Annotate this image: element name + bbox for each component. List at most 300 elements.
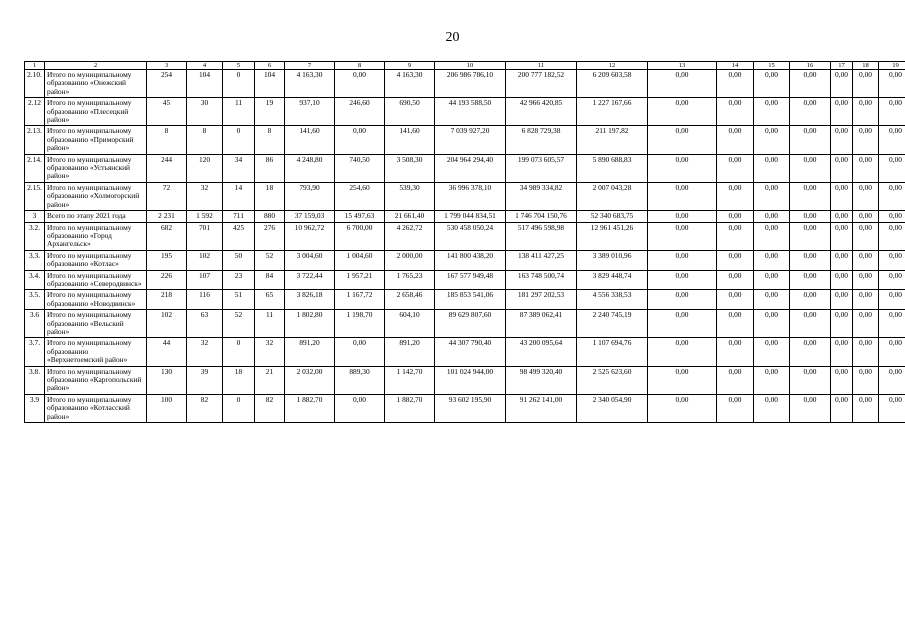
value-cell: 0,00 [717,310,754,338]
value-cell: 18 [223,366,255,394]
value-cell: 0,00 [790,394,831,422]
value-cell: 0,00 [790,366,831,394]
value-cell: 45 [147,98,187,126]
row-number-cell: 3.8. [25,366,45,394]
value-cell: 0,00 [831,250,853,270]
value-cell: 18 [255,182,285,210]
value-cell: 0,00 [853,70,879,98]
value-cell: 82 [255,394,285,422]
column-number-cell: 8 [335,62,385,70]
row-number-cell: 3 [25,211,45,222]
value-cell: 0,00 [790,270,831,290]
value-cell: 0,00 [754,211,790,222]
value-cell: 4 163,30 [385,70,435,98]
value-cell: 889,30 [335,366,385,394]
value-cell: 0,00 [831,338,853,366]
table-row [25,310,905,338]
value-cell: 0,00 [831,98,853,126]
row-number-cell: 3.5. [25,290,45,310]
column-number-cell: 11 [506,62,577,70]
value-cell: 50 [223,250,255,270]
row-name-cell: Итого по муниципальному образованию «Онежский район» [45,70,147,98]
value-cell: 141 800 438,20 [435,250,506,270]
value-cell: 7 039 927,20 [435,126,506,154]
value-cell: 206 986 786,10 [435,70,506,98]
value-cell: 1 107 694,76 [577,338,648,366]
row-number-cell: 3.6 [25,310,45,338]
value-cell: 0,00 [717,338,754,366]
table-row [25,182,905,210]
column-number-cell: 7 [285,62,335,70]
value-cell: 44 307 790,40 [435,338,506,366]
value-cell: 107 [187,270,223,290]
value-cell: 0,00 [648,70,717,98]
column-number-cell: 9 [385,62,435,70]
value-cell: 120 [187,154,223,182]
value-cell: 0,00 [853,126,879,154]
value-cell: 1 957,21 [335,270,385,290]
value-cell: 539,30 [385,182,435,210]
value-cell: 425 [223,222,255,250]
value-cell: 0,00 [879,211,905,222]
value-cell: 937,10 [285,98,335,126]
value-cell: 51 [223,290,255,310]
value-cell: 0,00 [831,182,853,210]
value-cell: 3 826,18 [285,290,335,310]
value-cell: 14 [223,182,255,210]
value-cell: 32 [187,182,223,210]
value-cell: 0,00 [853,290,879,310]
row-number-cell: 3.7. [25,338,45,366]
value-cell: 0,00 [648,154,717,182]
column-number-cell: 3 [147,62,187,70]
value-cell: 0,00 [790,211,831,222]
row-name-cell: Итого по муниципальному образованию «Новодвинск» [45,290,147,310]
row-number-cell: 3.9 [25,394,45,422]
value-cell: 8 [187,126,223,154]
value-cell: 0,00 [879,222,905,250]
value-cell: 2 032,00 [285,366,335,394]
value-cell: 530 458 050,24 [435,222,506,250]
value-cell: 5 890 688,83 [577,154,648,182]
value-cell: 3 389 010,96 [577,250,648,270]
value-cell: 226 [147,270,187,290]
value-cell: 195 [147,250,187,270]
value-cell: 23 [223,270,255,290]
value-cell: 276 [255,222,285,250]
value-cell: 8 [147,126,187,154]
value-cell: 701 [187,222,223,250]
value-cell: 21 [255,366,285,394]
value-cell: 1 799 044 834,51 [435,211,506,222]
row-name-cell: Итого по муниципальному образованию «Устьянский район» [45,154,147,182]
value-cell: 87 389 062,41 [506,310,577,338]
value-cell: 3 722,44 [285,270,335,290]
value-cell: 0,00 [790,126,831,154]
value-cell: 0,00 [853,211,879,222]
value-cell: 44 [147,338,187,366]
value-cell: 0,00 [879,310,905,338]
value-cell: 0,00 [754,126,790,154]
column-number-cell: 13 [648,62,717,70]
row-name-cell: Итого по муниципальному образованию «Котласский район» [45,394,147,422]
value-cell: 15 497,63 [335,211,385,222]
value-cell: 1 167,72 [335,290,385,310]
value-cell: 0,00 [853,394,879,422]
value-cell: 204 964 294,40 [435,154,506,182]
value-cell: 0,00 [754,154,790,182]
row-number-cell: 2.10. [25,70,45,98]
row-number-cell: 3.3. [25,250,45,270]
value-cell: 0,00 [754,310,790,338]
value-cell: 0,00 [754,270,790,290]
value-cell: 36 996 378,10 [435,182,506,210]
column-number-row [25,62,905,70]
value-cell: 0,00 [831,211,853,222]
table-row [25,290,905,310]
column-number-cell: 4 [187,62,223,70]
value-cell: 8 [255,126,285,154]
value-cell: 0,00 [648,366,717,394]
value-cell: 2 000,00 [385,250,435,270]
column-number-cell: 14 [717,62,754,70]
value-cell: 52 [255,250,285,270]
value-cell: 891,20 [385,338,435,366]
value-cell: 0,00 [831,154,853,182]
value-cell: 163 748 500,74 [506,270,577,290]
value-cell: 0,00 [335,394,385,422]
row-name-cell: Итого по муниципальному образованию «Северодвинск» [45,270,147,290]
value-cell: 0,00 [754,70,790,98]
value-cell: 82 [187,394,223,422]
row-name-cell: Итого по муниципальному образованию «Верхнетоемский район» [45,338,147,366]
value-cell: 42 966 420,85 [506,98,577,126]
row-name-cell: Всего по этапу 2021 года [45,211,147,222]
value-cell: 0,00 [648,222,717,250]
value-cell: 181 297 202,53 [506,290,577,310]
value-cell: 793,90 [285,182,335,210]
value-cell: 0,00 [648,270,717,290]
page-number: 20 [445,30,460,45]
value-cell: 21 661,40 [385,211,435,222]
value-cell: 246,60 [335,98,385,126]
value-cell: 0,00 [790,290,831,310]
value-cell: 0,00 [790,250,831,270]
value-cell: 84 [255,270,285,290]
value-cell: 0,00 [335,338,385,366]
value-cell: 98 499 320,40 [506,366,577,394]
value-cell: 2 231 [147,211,187,222]
value-cell: 2 007 043,28 [577,182,648,210]
value-cell: 0,00 [879,70,905,98]
column-number-cell: 2 [45,62,147,70]
column-number-cell: 6 [255,62,285,70]
value-cell: 185 853 541,06 [435,290,506,310]
value-cell: 1 882,70 [385,394,435,422]
value-cell: 0,00 [790,222,831,250]
value-cell: 0,00 [648,250,717,270]
value-cell: 0,00 [648,211,717,222]
table-row [25,338,905,366]
value-cell: 0,00 [879,182,905,210]
value-cell: 12 961 451,26 [577,222,648,250]
value-cell: 711 [223,211,255,222]
value-cell: 6 700,00 [335,222,385,250]
value-cell: 104 [187,70,223,98]
value-cell: 0 [223,70,255,98]
value-cell: 0,00 [754,338,790,366]
table-row [25,98,905,126]
value-cell: 2 340 054,90 [577,394,648,422]
column-number-cell: 1 [25,62,45,70]
value-cell: 0,00 [754,98,790,126]
value-cell: 0,00 [790,310,831,338]
value-cell: 93 602 195,90 [435,394,506,422]
value-cell: 104 [255,70,285,98]
value-cell: 1 198,70 [335,310,385,338]
table-row [25,126,905,154]
row-name-cell: Итого по муниципальному образованию «Город Архангельск» [45,222,147,250]
value-cell: 0,00 [717,154,754,182]
column-number-cell: 12 [577,62,648,70]
value-cell: 0,00 [831,270,853,290]
table-row [25,270,905,290]
value-cell: 0,00 [853,182,879,210]
value-cell: 37 159,03 [285,211,335,222]
value-cell: 0,00 [853,338,879,366]
value-cell: 52 340 683,75 [577,211,648,222]
value-cell: 0,00 [648,338,717,366]
row-number-cell: 2.15. [25,182,45,210]
value-cell: 218 [147,290,187,310]
value-cell: 0,00 [717,70,754,98]
value-cell: 0,00 [790,70,831,98]
value-cell: 2 240 745,19 [577,310,648,338]
value-cell: 1 765,23 [385,270,435,290]
value-cell: 11 [255,310,285,338]
value-cell: 100 [147,394,187,422]
value-cell: 65 [255,290,285,310]
table-row-total [25,211,905,222]
value-cell: 0,00 [717,290,754,310]
value-cell: 0,00 [648,182,717,210]
row-number-cell: 2.12 [25,98,45,126]
value-cell: 740,50 [335,154,385,182]
value-cell: 891,20 [285,338,335,366]
value-cell: 1 882,70 [285,394,335,422]
table-row [25,154,905,182]
table-row [25,250,905,270]
value-cell: 72 [147,182,187,210]
value-cell: 30 [187,98,223,126]
value-cell: 0,00 [754,290,790,310]
value-cell: 0,00 [648,310,717,338]
value-cell: 517 496 598,98 [506,222,577,250]
value-cell: 0,00 [648,394,717,422]
value-cell: 44 193 588,50 [435,98,506,126]
value-cell: 1 142,70 [385,366,435,394]
value-cell: 3 004,60 [285,250,335,270]
value-cell: 0,00 [648,126,717,154]
row-number-cell: 3.2. [25,222,45,250]
value-cell: 1 004,60 [335,250,385,270]
value-cell: 0,00 [831,394,853,422]
row-name-cell: Итого по муниципальному образованию «Вельский район» [45,310,147,338]
value-cell: 682 [147,222,187,250]
row-name-cell: Итого по муниципальному образованию «Каргопольский район» [45,366,147,394]
value-cell: 0,00 [717,270,754,290]
value-cell: 0,00 [831,222,853,250]
value-cell: 34 989 334,82 [506,182,577,210]
value-cell: 11 [223,98,255,126]
value-cell: 3 508,30 [385,154,435,182]
value-cell: 0,00 [879,154,905,182]
value-cell: 0 [223,126,255,154]
value-cell: 0,00 [754,222,790,250]
value-cell: 0,00 [717,250,754,270]
value-cell: 0,00 [879,290,905,310]
row-name-cell: Итого по муниципальному образованию «Плесецкий район» [45,98,147,126]
row-number-cell: 2.14. [25,154,45,182]
value-cell: 690,50 [385,98,435,126]
value-cell: 63 [187,310,223,338]
value-cell: 0,00 [879,270,905,290]
value-cell: 0,00 [831,70,853,98]
value-cell: 3 829 448,74 [577,270,648,290]
value-cell: 880 [255,211,285,222]
column-number-cell: 16 [790,62,831,70]
value-cell: 6 828 729,38 [506,126,577,154]
value-cell: 43 200 095,64 [506,338,577,366]
table-row [25,70,905,98]
value-cell: 0,00 [754,394,790,422]
value-cell: 0,00 [717,394,754,422]
value-cell: 0 [223,394,255,422]
value-cell: 0,00 [648,290,717,310]
value-cell: 254 [147,70,187,98]
value-cell: 10 962,72 [285,222,335,250]
value-cell: 0,00 [853,154,879,182]
value-cell: 167 577 949,48 [435,270,506,290]
value-cell: 0 [223,338,255,366]
value-cell: 52 [223,310,255,338]
value-cell: 604,10 [385,310,435,338]
row-number-cell: 2.13. [25,126,45,154]
value-cell: 4 262,72 [385,222,435,250]
column-number-cell: 10 [435,62,506,70]
value-cell: 0,00 [717,222,754,250]
value-cell: 0,00 [754,250,790,270]
value-cell: 2 658,46 [385,290,435,310]
value-cell: 141,60 [285,126,335,154]
value-cell: 4 556 338,53 [577,290,648,310]
value-cell: 0,00 [717,182,754,210]
value-cell: 32 [187,338,223,366]
column-number-cell: 19 [879,62,905,70]
value-cell: 34 [223,154,255,182]
value-cell: 0,00 [853,366,879,394]
value-cell: 32 [255,338,285,366]
value-cell: 0,00 [879,338,905,366]
value-cell: 0,00 [853,98,879,126]
value-cell: 0,00 [853,270,879,290]
value-cell: 254,60 [335,182,385,210]
value-cell: 1 802,80 [285,310,335,338]
value-cell: 0,00 [790,338,831,366]
value-cell: 0,00 [754,182,790,210]
value-cell: 0,00 [879,126,905,154]
value-cell: 0,00 [790,154,831,182]
value-cell: 244 [147,154,187,182]
value-cell: 0,00 [717,98,754,126]
value-cell: 200 777 182,52 [506,70,577,98]
value-cell: 39 [187,366,223,394]
value-cell: 0,00 [717,366,754,394]
value-cell: 116 [187,290,223,310]
column-number-cell: 15 [754,62,790,70]
value-cell: 0,00 [831,126,853,154]
row-name-cell: Итого по муниципальному образованию «Холмогорский район» [45,182,147,210]
value-cell: 0,00 [879,250,905,270]
value-cell: 0,00 [879,98,905,126]
row-name-cell: Итого по муниципальному образованию «Котлас» [45,250,147,270]
value-cell: 102 [187,250,223,270]
value-cell: 19 [255,98,285,126]
value-cell: 1 592 [187,211,223,222]
value-cell: 0,00 [790,182,831,210]
table-row [25,222,905,250]
value-cell: 4 248,80 [285,154,335,182]
value-cell: 2 525 623,60 [577,366,648,394]
row-number-cell: 3.4. [25,270,45,290]
value-cell: 91 262 141,00 [506,394,577,422]
value-cell: 0,00 [879,366,905,394]
value-cell: 86 [255,154,285,182]
value-cell: 0,00 [717,126,754,154]
report-table-body [25,62,905,423]
value-cell: 130 [147,366,187,394]
value-cell: 101 024 944,00 [435,366,506,394]
value-cell: 4 163,30 [285,70,335,98]
value-cell: 6 209 603,58 [577,70,648,98]
value-cell: 0,00 [853,310,879,338]
value-cell: 102 [147,310,187,338]
table-row [25,394,905,422]
value-cell: 1 746 704 150,76 [506,211,577,222]
value-cell: 0,00 [853,222,879,250]
report-table [24,61,905,423]
value-cell: 0,00 [831,310,853,338]
value-cell: 0,00 [790,98,831,126]
value-cell: 0,00 [717,211,754,222]
value-cell: 138 411 427,25 [506,250,577,270]
value-cell: 0,00 [831,366,853,394]
column-number-cell: 5 [223,62,255,70]
table-row [25,366,905,394]
value-cell: 0,00 [853,250,879,270]
value-cell: 0,00 [648,98,717,126]
value-cell: 0,00 [335,70,385,98]
value-cell: 0,00 [879,394,905,422]
value-cell: 0,00 [335,126,385,154]
value-cell: 89 629 807,60 [435,310,506,338]
value-cell: 0,00 [754,366,790,394]
column-number-cell: 18 [853,62,879,70]
value-cell: 141,60 [385,126,435,154]
row-name-cell: Итого по муниципальному образованию «Приморский район» [45,126,147,154]
column-number-cell: 17 [831,62,853,70]
value-cell: 1 227 167,66 [577,98,648,126]
